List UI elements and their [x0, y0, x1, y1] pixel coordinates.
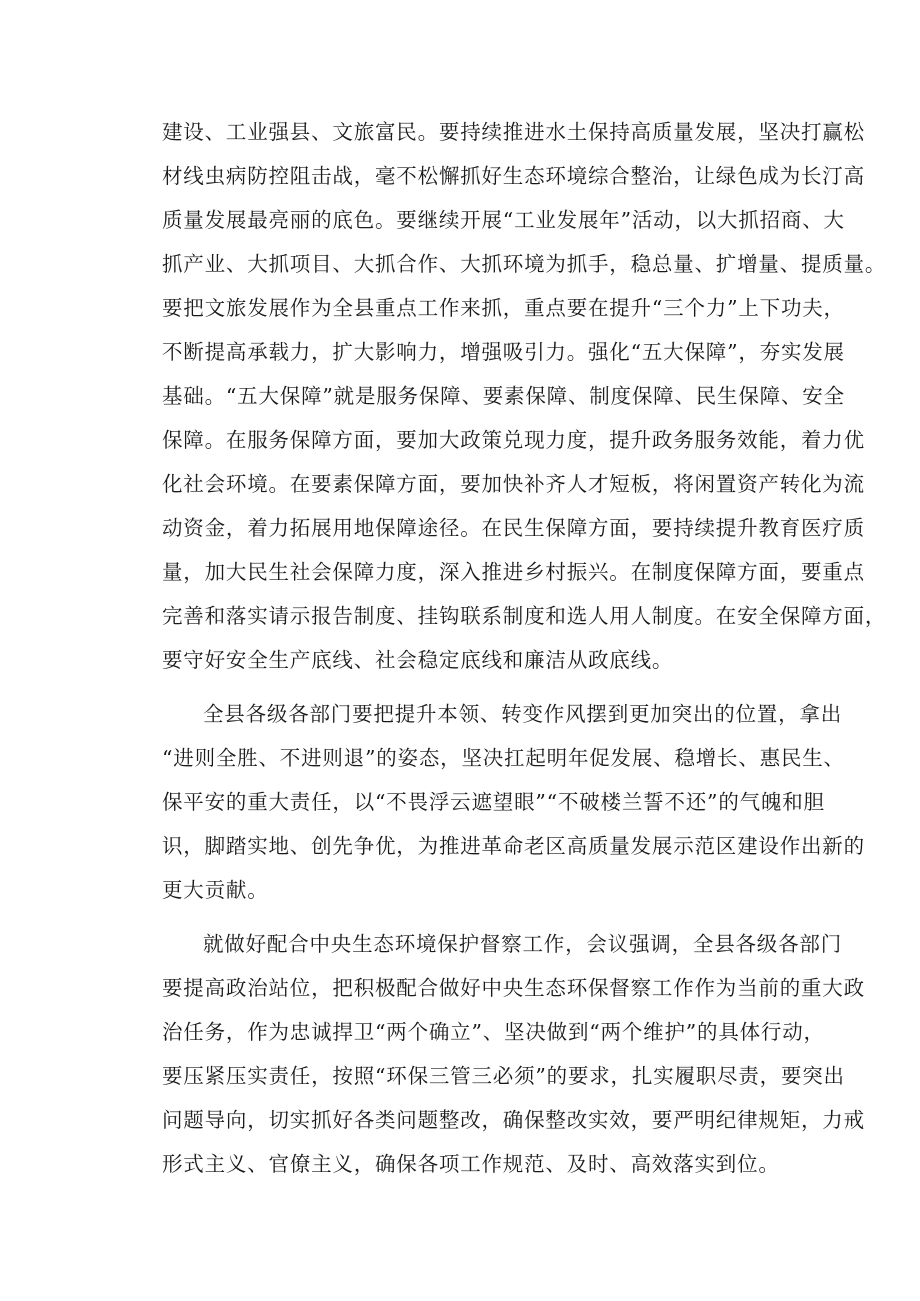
- paragraph-first-line: 就做好配合中央生态环境保护督察工作，会议强调，全县各级各部门: [203, 932, 842, 956]
- text-line: 建设、工业强县、文旅富民。要持续推进水土保持高质量发展，坚决打赢松: [162, 120, 865, 144]
- text-line: 量，加大民生社会保障力度，深入推进乡村振兴。在制度保障方面，要重点: [162, 560, 865, 584]
- text-line: 材线虫病防控阻击战，毫不松懈抓好生态环境综合整治，让绿色成为长汀高: [162, 164, 865, 188]
- text-line: 要守好安全生产底线、社会稳定底线和廉洁从政底线。: [162, 648, 674, 672]
- text-line: 治任务，作为忠诚捍卫“两个确立”、坚决做到“两个维护”的具体行动，: [162, 1020, 825, 1044]
- text-line: 要把文旅发展作为全县重点工作来抓，重点要在提升“三个力”上下功夫，: [162, 296, 845, 320]
- paragraph-first-line: 全县各级各部门要把提升本领、转变作风摆到更加突出的位置，拿出: [203, 702, 842, 726]
- text-line: 基础。“五大保障”就是服务保障、要素保障、制度保障、民生保障、安全: [162, 384, 845, 408]
- text-line: 完善和落实请示报告制度、挂钩联系制度和选人用人制度。在安全保障方面，: [162, 604, 887, 628]
- text-line: 要提高政治站位，把积极配合做好中央生态环保督察工作作为当前的重大政: [162, 976, 865, 1000]
- text-line: 问题导向，切实抓好各类问题整改，确保整改实效，要严明纪律规矩，力戒: [162, 1108, 865, 1132]
- text-line: 抓产业、大抓项目、大抓合作、大抓环境为抓手，稳总量、扩增量、提质量。: [162, 252, 887, 276]
- text-line: 不断提高承载力，扩大影响力，增强吸引力。强化“五大保障”，夯实发展: [162, 340, 845, 364]
- text-line: 保障。在服务保障方面，要加大政策兑现力度，提升政务服务效能，着力优: [162, 428, 865, 452]
- text-line: “进则全胜、不进则退”的姿态，坚决扛起明年促发展、稳增长、惠民生、: [162, 746, 845, 770]
- text-line: 质量发展最亮丽的底色。要继续开展“工业发展年”活动，以大抓招商、大: [162, 208, 845, 232]
- text-line: 化社会环境。在要素保障方面，要加快补齐人才短板，将闲置资产转化为流: [162, 472, 865, 496]
- text-line: 更大贡献。: [162, 878, 269, 902]
- text-line: 动资金，着力拓展用地保障途径。在民生保障方面，要持续提升教育医疗质: [162, 516, 865, 540]
- text-line: 要压紧压实责任，按照“环保三管三必须”的要求，扎实履职尽责，要突出: [162, 1064, 845, 1088]
- text-line: 形式主义、官僚主义，确保各项工作规范、及时、高效落实到位。: [162, 1152, 780, 1176]
- text-line: 保平安的重大责任，以“不畏浮云遮望眼”“不破楼兰誓不还”的气魄和胆: [162, 790, 825, 814]
- text-line: 识，脚踏实地、创先争优，为推进革命老区高质量发展示范区建设作出新的: [162, 834, 865, 858]
